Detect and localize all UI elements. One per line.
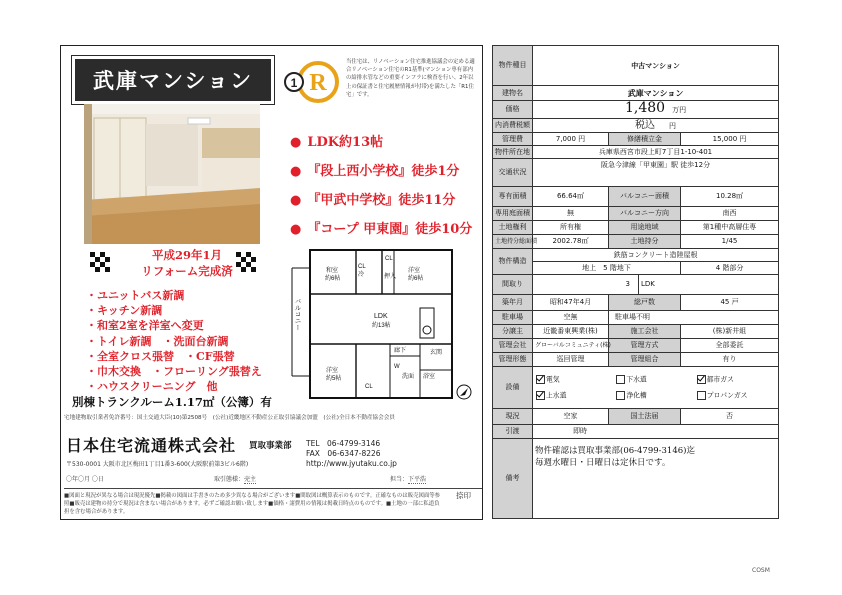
structure-label: 物件構造 xyxy=(493,249,533,275)
company-address: 〒530-0001 大阪市北区梅田1丁目1番3-600(大阪駅前第3ビル6階) xyxy=(66,461,249,468)
tax-value: 税込 xyxy=(635,119,656,131)
website-link[interactable]: http://www.jyutaku.co.jp xyxy=(306,459,397,468)
traffic-value: 阪急今津線「甲東園」駅 徒歩12分 xyxy=(533,159,779,187)
current-value: 空家 xyxy=(533,409,609,425)
bullet-icon: ● xyxy=(290,164,302,179)
mgr-label: 管理会社 xyxy=(493,339,533,353)
transaction-mode xyxy=(214,474,256,484)
mgr-value: グローバルコミュニティ(株) xyxy=(533,339,609,353)
list-item: ・和室2室を洋室へ変更 xyxy=(86,319,204,333)
balcony-dir-value: 南西 xyxy=(681,207,779,221)
company-name: 日本住宅流通株式会社 xyxy=(66,436,237,455)
land-total-label: 土地持分総面積 xyxy=(493,235,533,249)
property-title: 武庫マンション xyxy=(72,56,274,104)
fax-label: FAX xyxy=(306,449,320,458)
feature-text: LDK約13帖 xyxy=(307,135,384,150)
transaction-value: 売主 xyxy=(244,476,257,483)
balcony-dir-label: バルコニー方向 xyxy=(609,207,681,221)
room-youshitsu-2: 洋室 xyxy=(326,368,339,374)
transaction-label: 取引態様： xyxy=(214,476,245,483)
builder-value: (株)新井組 xyxy=(681,325,779,339)
type-value: 中古マンション xyxy=(533,46,779,86)
zoning-value: 第1種中高層住専 xyxy=(681,221,779,235)
contact-label: 担当： xyxy=(390,476,409,483)
utilities-grid xyxy=(535,373,776,402)
room-washitsu: 和室 xyxy=(326,268,339,274)
parking-note: 駐車場不明 xyxy=(609,311,779,325)
utility-label: プロパンガス xyxy=(706,391,748,399)
type-label: 物件種目 xyxy=(493,46,533,86)
delivery-value: 即時 xyxy=(533,425,779,439)
list-item: ・巾木交換 ・フローリング張替え xyxy=(86,365,262,379)
list-item: ・ハウスクリーニング 他 xyxy=(86,380,218,394)
checkbox-city-gas[interactable] xyxy=(697,375,706,384)
room-size: 約6帖 xyxy=(408,276,424,282)
land-total-value: 2002.78㎡ xyxy=(533,235,609,249)
balcony-label: バルコニー xyxy=(293,298,301,331)
logo-letter: R xyxy=(309,70,327,96)
room-hallway: 廊下 xyxy=(394,348,407,354)
builder-label: 施工会社 xyxy=(609,325,681,339)
union-value: 有り xyxy=(681,353,779,367)
delivery-label: 引渡 xyxy=(493,425,533,439)
feature-coop xyxy=(290,218,472,237)
address-label: 物件所在地 xyxy=(493,146,533,159)
feature-elementary xyxy=(290,160,459,179)
seller-value: 近畿番東興業(株) xyxy=(533,325,609,339)
utility-label: 上水道 xyxy=(546,391,567,399)
garden-label: 専用庭面積 xyxy=(493,207,533,221)
mgr-form-label: 管理形態 xyxy=(493,353,533,367)
room-size: 約6帖 xyxy=(325,276,341,282)
price-label: 価格 xyxy=(493,101,533,119)
checker-flag-icon xyxy=(90,252,110,272)
north-arrow-icon xyxy=(457,385,471,399)
r1-logo-icon xyxy=(282,58,342,104)
room-cl: CL xyxy=(365,384,373,390)
bullet-icon: ● xyxy=(290,135,302,150)
land-share-value: 1/45 xyxy=(681,235,779,249)
contact-block xyxy=(306,439,397,469)
utility-label: 浄化槽 xyxy=(626,391,647,399)
name-label: 建物名 xyxy=(493,86,533,101)
seal-label: 捺印 xyxy=(456,491,471,500)
bullet-icon: ● xyxy=(290,222,302,237)
floor-part-value: 4 階部分 xyxy=(681,262,779,275)
mgmt-fee-label: 管理費 xyxy=(493,133,533,146)
balcony-area-label: バルコニー面積 xyxy=(609,187,681,207)
remarks-value: 物件確認は買取事業部(06-4799-3146)迄 毎週水曜日・日曜日は定休日です。 xyxy=(533,439,779,519)
contact-person xyxy=(390,474,426,484)
checkbox-propane[interactable] xyxy=(697,391,706,400)
reform-heading xyxy=(112,247,262,279)
tel-number[interactable]: 06-4799-3146 xyxy=(327,439,381,448)
interior-photo xyxy=(84,104,260,244)
room-washroom: 洗面 xyxy=(402,374,415,380)
room-fridge: 冷 xyxy=(358,272,365,278)
contact-name: 下平浩 xyxy=(408,476,427,483)
property-spec-table xyxy=(492,45,779,519)
price-value: 1,480 xyxy=(624,100,666,116)
land-share-label: 土地持分 xyxy=(609,235,681,249)
address-value: 兵庫県西宮市段上町7丁目1-10-401 xyxy=(533,146,779,159)
room-w: W xyxy=(394,364,400,370)
floors-value: 地上 5 階地下 xyxy=(533,262,681,275)
utility-label: 下水道 xyxy=(626,375,647,384)
union-label: 管理組合 xyxy=(609,353,681,367)
list-item: ・全室クロス張替 ・CF張替 xyxy=(86,349,235,363)
remarks-label: 備考 xyxy=(493,439,533,519)
price-unit: 万円 xyxy=(672,106,687,114)
layout-value: LDK xyxy=(639,275,779,295)
garden-value: 無 xyxy=(533,207,609,221)
mgr-form-value: 巡回管理 xyxy=(533,353,609,367)
room-bath: 浴室 xyxy=(423,374,436,380)
land-right-value: 所有権 xyxy=(533,221,609,235)
area-value: 66.64㎡ xyxy=(533,187,609,207)
area-label: 専有面積 xyxy=(493,187,533,207)
reform-date: 平成29年1月 xyxy=(151,248,222,262)
current-label: 現況 xyxy=(493,409,533,425)
seller-label: 分譲主 xyxy=(493,325,533,339)
corner-mark: COSM xyxy=(752,567,770,574)
utility-city-gas xyxy=(696,375,776,385)
land-right-label: 土地権利 xyxy=(493,221,533,235)
room-oshiire: 押入 xyxy=(384,274,397,280)
structure-value: 鉄筋コンクリート造陸屋根 xyxy=(533,249,779,262)
parking-label: 駐車場 xyxy=(493,311,533,325)
traffic-label: 交通状況 xyxy=(493,159,533,187)
units-label: 総戸数 xyxy=(609,295,681,311)
units-value: 45 戸 xyxy=(681,295,779,311)
utility-electric xyxy=(535,375,615,385)
reform-list xyxy=(86,288,262,394)
fax-number: 06-6347-8226 xyxy=(327,449,381,458)
feature-ldk xyxy=(290,131,383,150)
tel-label: TEL xyxy=(306,439,320,448)
floor-plan xyxy=(290,248,476,404)
checkbox-electric[interactable] xyxy=(536,375,545,384)
checkbox-septic[interactable] xyxy=(616,391,625,400)
logo-number: 1 xyxy=(290,76,298,90)
list-item: ・トイレ新調 ・洗面台新調 xyxy=(86,334,229,348)
mgmt-fee-value: 7,000 円 xyxy=(533,133,609,146)
license-line: 宅地建物取引業者免許番号：国土交通大臣(10)第2508号 (公社)近畿地区不動産公正取引協議会加盟 (公社)全日本不動産協会会員 xyxy=(64,415,395,421)
feature-text: 『コープ 甲東園』徒歩10分 xyxy=(307,222,473,237)
room-size: 約13帖 xyxy=(372,323,391,329)
parking-value: 空無 xyxy=(533,311,609,325)
utility-septic xyxy=(615,391,695,401)
feature-text: 『甲武中学校』徒歩11分 xyxy=(307,193,456,208)
checkbox-water[interactable] xyxy=(536,391,545,400)
utility-label: 電気 xyxy=(546,375,560,384)
mgr-method-label: 管理方式 xyxy=(609,339,681,353)
built-label: 築年月 xyxy=(493,295,533,311)
room-cl: CL xyxy=(358,264,366,270)
department: 買取事業部 xyxy=(249,441,292,451)
list-item: ・ユニットバス新調 xyxy=(86,289,185,302)
bullet-icon: ● xyxy=(290,193,302,208)
room-youshitsu: 洋室 xyxy=(408,268,421,274)
utility-propane xyxy=(696,391,776,401)
r1-note: 当住宅は、リノベーション住宅推進協議会の定める適合リノベーション住宅のR1基準(マンション専有部内の給排水管などの重要インフラに検査を行い、2年以上の保証書と住宅履歴情報が付帯)を満たした「R1住宅」です。 xyxy=(346,59,475,98)
room-cl: CL xyxy=(385,256,393,262)
zoning-label: 用途地域 xyxy=(609,221,681,235)
tax-label: 内消費税額 xyxy=(493,119,533,133)
utility-label: 都市ガス xyxy=(706,375,734,384)
layout-number: 3 xyxy=(533,275,639,295)
feature-junior-high xyxy=(290,189,455,208)
tax-unit: 円 xyxy=(669,121,677,130)
repair-fund-label: 修繕積立金 xyxy=(609,133,681,146)
layout-label: 間取り xyxy=(493,275,533,295)
disclaimer xyxy=(64,488,482,517)
balcony-area-value: 10.28㎡ xyxy=(681,187,779,207)
utility-water xyxy=(535,391,615,401)
reform-done: リフォーム完成済 xyxy=(141,264,233,278)
repair-fund-value: 15,000 円 xyxy=(681,133,779,146)
room-ldk: LDK xyxy=(374,313,388,320)
disclaimer-text: ■図面と現況が異なる場合は現況優先■掲載の図面は手書きのため多少異なる場合がございます■間取図は概算表示のものです。正確なものは販売図面等参照■販売は建物の持分で現況は含まない場合があります。必ずご確認お願い致します■価格・諸費用の情報は掲載日時点のものです。■土地の一部に私道負担を含む場合があります。 xyxy=(64,493,441,516)
survey-value: 否 xyxy=(681,409,779,425)
facility-label: 設備 xyxy=(493,367,533,409)
checkbox-sewer[interactable] xyxy=(616,375,625,384)
feature-text: 『段上西小学校』徒歩1分 xyxy=(307,164,460,179)
built-value: 昭和47年4月 xyxy=(533,295,609,311)
list-item: ・キッチン新調 xyxy=(86,304,163,318)
utility-sewer xyxy=(615,375,695,385)
mgr-method-value: 全部委託 xyxy=(681,339,779,353)
date-field: 〇年〇月 〇日 xyxy=(66,476,104,483)
room-entrance: 玄関 xyxy=(430,350,443,356)
survey-label: 国土法届 xyxy=(609,409,681,425)
name-value: 武庫マンション xyxy=(533,86,779,101)
room-size: 約5帖 xyxy=(326,376,342,382)
trunk-room-note: 別棟トランクルーム1.17㎡（公簿）有 xyxy=(72,395,272,409)
